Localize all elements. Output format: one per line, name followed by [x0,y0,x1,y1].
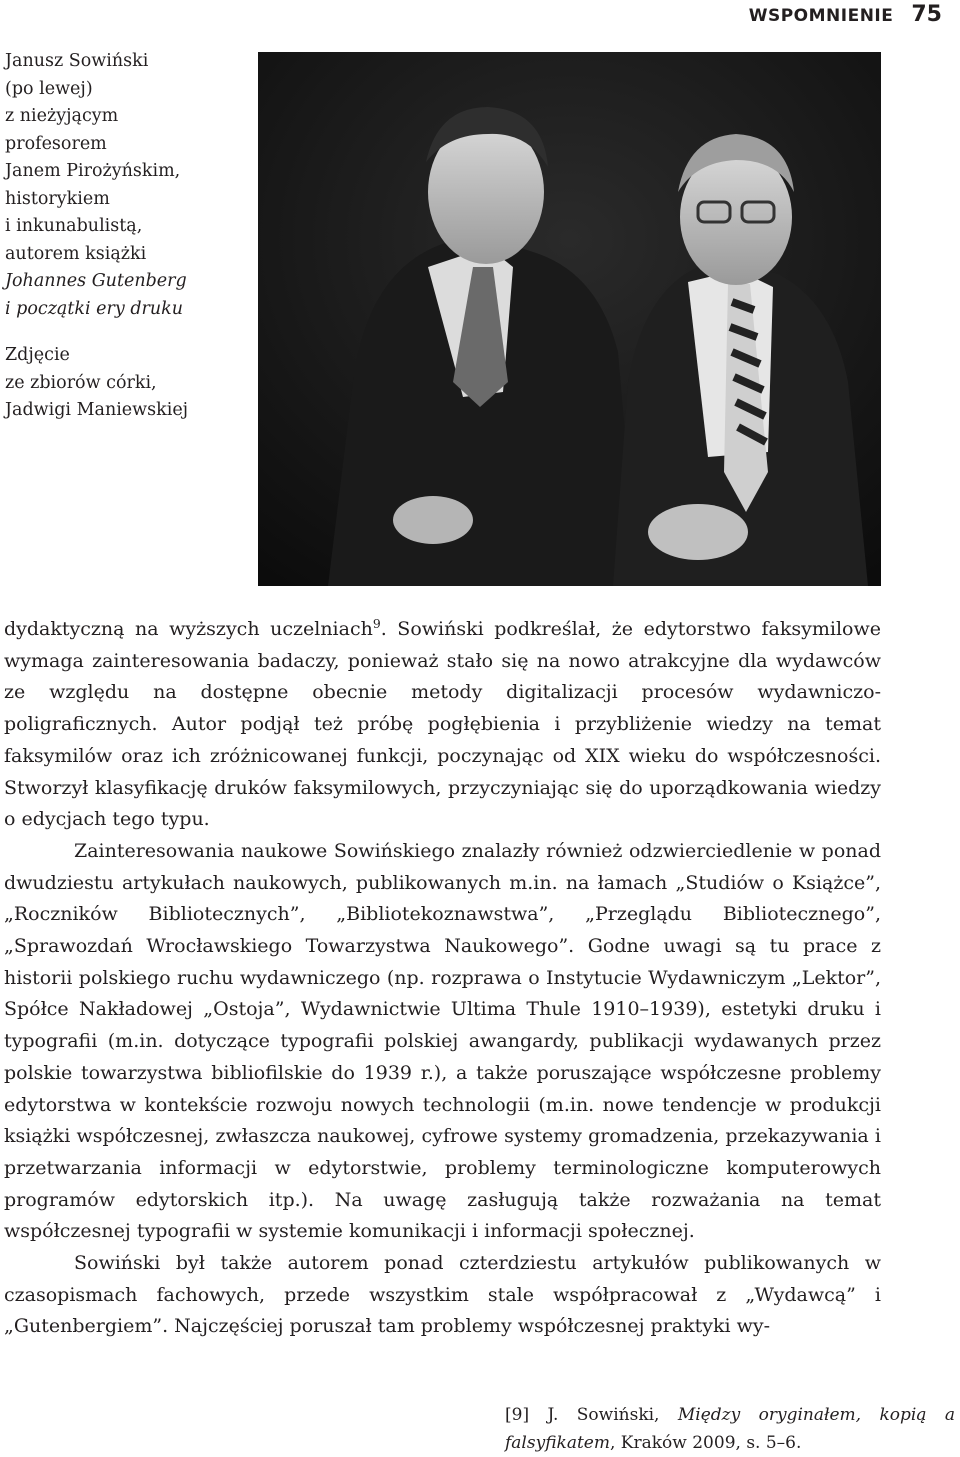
caption-line: (po lewej) [5,78,93,99]
running-head [749,2,942,32]
photo-two-men-icon [258,52,881,586]
photo-credit [5,342,235,425]
footnote [505,1401,955,1457]
section-title: WSPOMNIENIE [748,6,894,26]
caption-line: z nieżyjącym [5,106,119,126]
caption-line: Janusz Sowiński [5,51,149,71]
paragraph-text: dydaktyczną na wyższych uczelniach [4,618,373,640]
credit-line: ze zbiorów córki, [5,372,157,393]
footnote-title: Między oryginałem, kopią a falsyfikatem [505,1405,955,1453]
caption-line: autorem książki [5,243,147,264]
caption-line: historykiem [5,188,110,209]
caption-text [5,48,235,323]
footnote-marker: [9] J. Sowiński, [505,1405,678,1425]
caption-book-title: Johannes Gutenberg [5,271,187,291]
paragraph [4,614,881,836]
caption-line: profesorem [5,133,107,154]
credit-line: Zdjęcie [5,345,70,365]
portrait-photo [258,52,881,586]
footnote-rest: , Kraków 2009, s. 5–6. [609,1433,802,1453]
article-body [4,614,881,1343]
credit-line: Jadwigi Maniewskiej [5,400,189,420]
caption-line: i inkunabulistą, [5,216,143,236]
caption-book-title: i początki ery druku [5,298,184,319]
page-number: 75 [911,2,942,27]
caption-line: Janem Pirożyńskim, [5,161,181,181]
photo-caption [5,48,235,425]
paragraph-text: . Sowiński podkreślał, że edytorstwo faksymilowe wymaga zainteresowania badaczy, ponieważ stało się na nowo atrakcyjne dla wydawców ze względu na dostępne obecnie metody digitalizacji procesów wydawniczo-poligraficznych. Autor podjął też próbę pogłębienia i przybliżenie wiedzy na temat faksymilów oraz ich zróżnicowanej funkcji, poczynając od XIX wieku do współczesności. Stworzył klasyfikację druków faksymilowych, przyczyniając się do uporządkowania wiedzy o edycjach tego typu. [4,618,881,831]
footnote-ref[interactable]: 9 [372,617,381,632]
paragraph: Sowiński był także autorem ponad czterdziestu artykułów publikowanych w czasopismach fachowych, przede wszystkim stale współpracował z „Wydawcą” i „Gutenbergiem”. Najczęściej poruszał tam problemy współczesnej praktyki wy- [4,1252,881,1338]
paragraph: Zainteresowania naukowe Sowińskiego znalazły również odzwierciedlenie w ponad dwudziestu artykułach naukowych, publikowanych m.in. na łamach „Studiów o Książce”, „Roczników Bibliotecznych”, „Bibliotekoznawstwa”, „Przeglądu Bibliotecznego”, „Sprawozdań Wrocławskiego Towarzystwa Naukowego”. Godne uwagi są tu prace z historii polskiego ruchu wydawniczego (np. rozprawa o Instytucie Wydawniczym „Lektor”, Spółce Nakładowej „Ostoja”, Wydawnictwie Ultima Thule 1910–1939), estetyki druku i typografii (m.in. dotyczące typografii polskiej awangardy, publikacji wydawanych przez polskie towarzystwa bibliofilskie do 1939 r.), a także poruszające współczesne problemy edytorstwa w kontekście rozwoju nowych technologii (m.in. nowe tendencje w produkcji książki współczesnej, zwłaszcza naukowej, cyfrowe systemy gromadzenia, przekazywania i przetwarzania informacji w edytorstwie, problemy terminologiczne komputerowych programów edytorskich itp.). Na uwagę zasługują także rozważania na temat współczesnej typografii w systemie komunikacji i informacji społecznej. [4,839,881,1243]
